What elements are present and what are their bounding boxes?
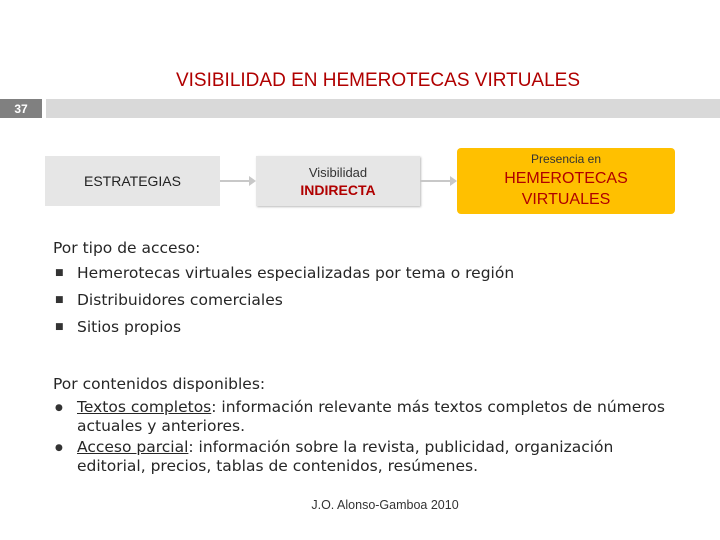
arrow-right-icon: [420, 180, 455, 182]
header-divider: [46, 99, 720, 118]
list-item: [53, 398, 673, 436]
virtuales-label: VIRTUALES: [521, 191, 611, 208]
bullet-icon: ●: [55, 443, 63, 453]
indirect-label: INDIRECTA: [300, 181, 376, 198]
flow-diagram: [0, 148, 720, 218]
list-item-text: Sitios propios: [77, 318, 182, 336]
footer-credit: J.O. Alonso-Gamboa 2010: [311, 498, 459, 512]
heading-text: Por contenidos disponibles: [53, 375, 260, 393]
slide-number-bar: [0, 99, 720, 118]
heading-text: Por tipo de acceso: [53, 239, 196, 257]
term-label: Textos completos: [77, 398, 212, 416]
list-item-text: : información sobre la revista, publicidad, organización editorial, precios, tablas de contenidos, resúmenes.: [77, 438, 614, 475]
presence-label: Presencia en: [530, 152, 602, 166]
bullet-icon: ■: [55, 295, 64, 305]
section-heading: [53, 372, 673, 396]
visibility-box: [256, 156, 420, 206]
bullet-icon: ■: [55, 322, 64, 332]
section-heading: [53, 236, 673, 260]
slide-title: VISIBILIDAD EN HEMEROTECAS VIRTUALES: [175, 70, 581, 91]
slide-number: 37: [0, 99, 42, 118]
presence-box: [457, 148, 675, 214]
visibility-label: Visibilidad: [308, 164, 368, 180]
heading-colon: :: [195, 239, 201, 257]
strategies-label: ESTRATEGIAS: [84, 173, 181, 189]
content-type-section: [53, 372, 673, 478]
list-item-text: Hemerotecas virtuales especializadas por tema o región: [77, 264, 515, 282]
access-type-section: [53, 236, 673, 341]
term-label: Acceso parcial: [77, 438, 189, 456]
arrow-right-icon: [220, 180, 254, 182]
heading-colon: :: [259, 375, 266, 393]
strategies-box: [45, 156, 220, 206]
list-item-text: Distribuidores comerciales: [77, 291, 283, 309]
list-item: [53, 314, 673, 341]
list-item: [53, 260, 673, 287]
list-item: [53, 287, 673, 314]
bullet-icon: ■: [55, 268, 64, 278]
bullet-icon: ●: [55, 403, 63, 413]
list-item-text: : información relevante más textos completos de números actuales y anteriores.: [77, 398, 665, 435]
hemerotecas-label: HEMEROTECAS: [504, 170, 628, 187]
list-item: [53, 438, 673, 476]
